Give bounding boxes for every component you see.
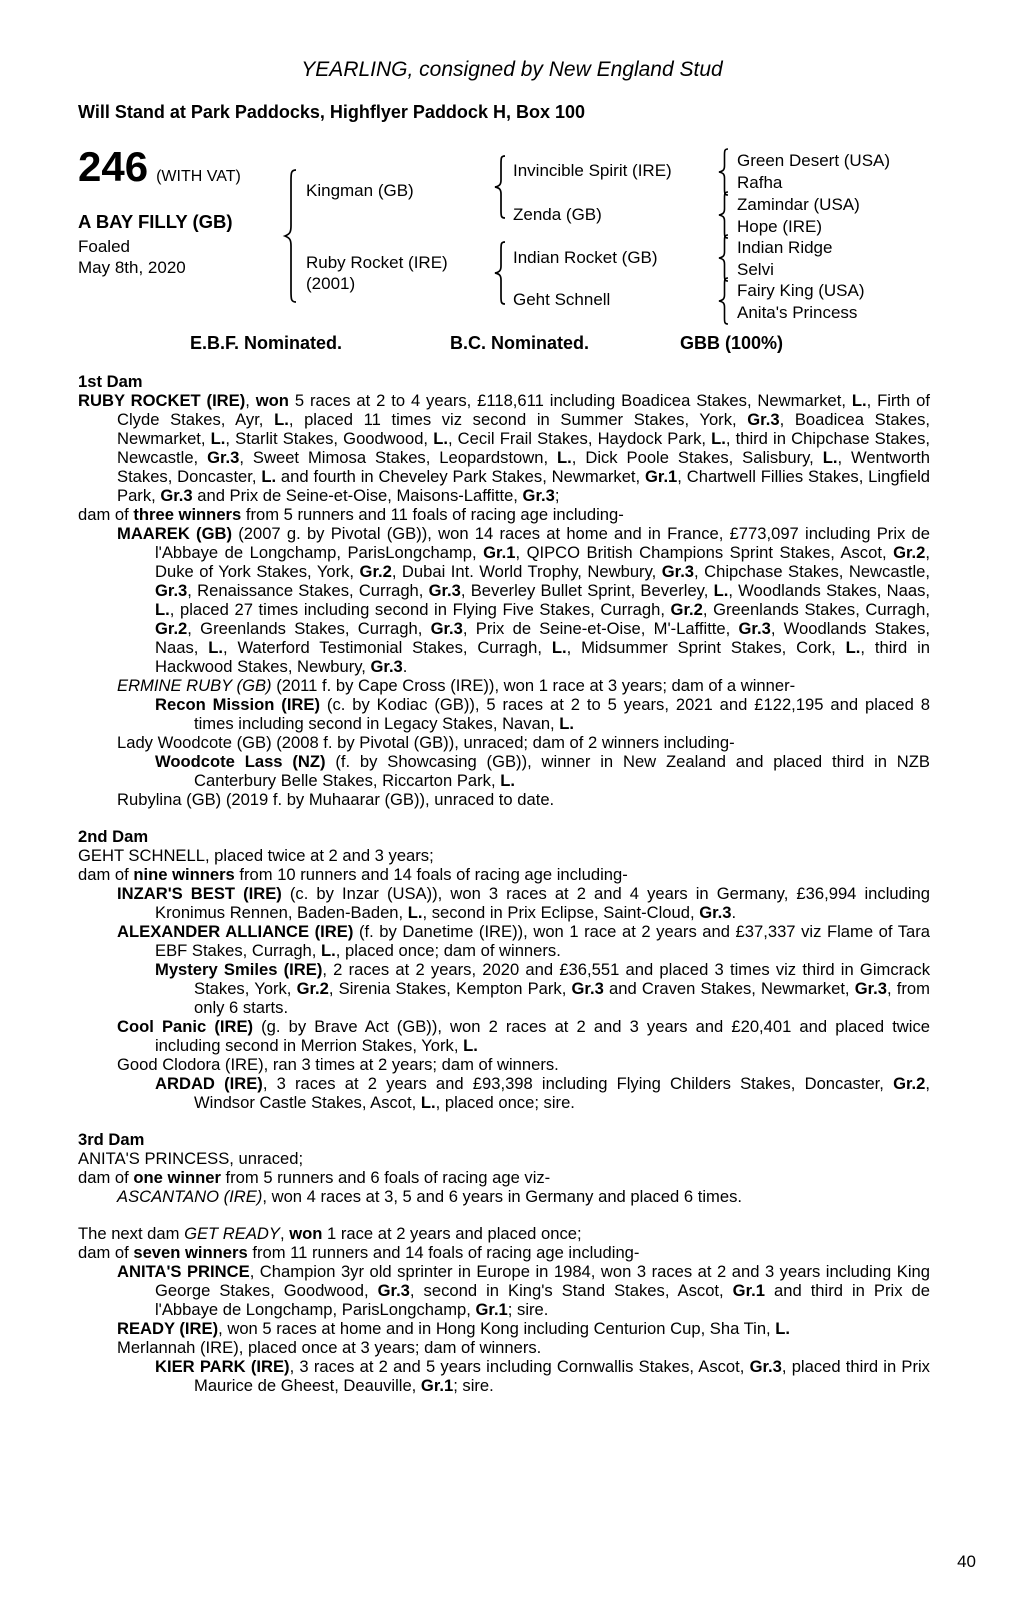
- para-ascantano: ASCANTANO (IRE), won 4 races at 3, 5 and 6 years in Germany and placed 6 times.: [117, 1187, 742, 1206]
- pedigree-brace-gen1: [282, 169, 300, 303]
- pedigree-brace-dam: [492, 241, 508, 305]
- pedigree-gen2-entry: Invincible Spirit (IRE): [513, 161, 672, 180]
- heading-2nd-dam: 2nd Dam: [78, 827, 149, 846]
- foaled-date: May 8th, 2020: [78, 258, 186, 277]
- pedigree-gen3-entry: Fairy King (USA): [737, 281, 865, 300]
- pedigree-gen3-entry: Hope (IRE): [737, 217, 823, 236]
- lot-header: [78, 143, 241, 191]
- nominations-line: [0, 333, 1024, 355]
- para-good-clodora: Good Clodora (IRE), ran 3 times at 2 years; dam of winners.: [117, 1055, 559, 1074]
- lot-number: 246: [78, 143, 149, 190]
- para-cool-panic: Cool Panic (IRE) (g. by Brave Act (GB)), won 2 races at 2 and 3 years and £20,401 and placed twice including second in Merrion Stakes, York, L.: [117, 1017, 931, 1055]
- pedigree-gen3-entry: Selvi: [737, 260, 774, 279]
- para-ruby-rocket-produce: dam of three winners from 5 runners and 11 foals of racing age including-: [78, 505, 624, 524]
- pedigree-gen2-entry: Indian Rocket (GB): [513, 248, 658, 267]
- pedigree-gen3-entry: Rafha: [737, 173, 783, 192]
- para-anitas-princess: ANITA'S PRINCESS, unraced;: [78, 1149, 304, 1168]
- bc-nominated-note: B.C. Nominated.: [450, 333, 590, 353]
- para-anitas-prince: ANITA'S PRINCE, Champion 3yr old sprinter in Europe in 1984, won 3 races at 2 and 3 years including King George Stakes, Goodwood, Gr.3, second in King's Stand Stakes, Ascot, Gr.1 and third in Prix de l'Abbaye de Longchamp, ParisLongchamp, Gr.1; sire.: [117, 1262, 930, 1319]
- pedigree-gen3-entry: Indian Ridge: [737, 238, 833, 257]
- pedigree-brace-gen3: [716, 234, 731, 282]
- para-ruby-rocket: RUBY ROCKET (IRE), won 5 races at 2 to 4 years, £118,611 including Boadicea Stakes, Newmarket, L., Firth of Clyde Stakes, Ayr, L., placed 11 times viz second in Summer Stakes, York, Gr.3, Boadicea Stakes, Newmarket, L., Starlit Stakes, Goodwood, L., Cecil Frail Stakes, Haydock Park, L., third in Chipchase Stakes, Newcastle, Gr.3, Sweet Mimosa Stakes, Leopardstown, L., Dick Poole Stakes, Salisbury, L., Wentworth Stakes, Doncaster, L. and fourth in Cheveley Park Stakes, Newmarket, Gr.1, Chartwell Fillies Stakes, Lingfield Park, Gr.3 and Prix de Seine-et-Oise, Maisons-Laffitte, Gr.3;: [78, 391, 931, 505]
- para-maarek: MAAREK (GB) (2007 g. by Pivotal (GB)), won 14 races at home and in France, £773,097 including Prix de l'Abbaye de Longchamp, ParisLongchamp, Gr.1, QIPCO British Champions Sprint Stakes, Ascot, Gr.2, Duke of York Stakes, York, Gr.2, Dubai Int. World Trophy, Newbury, Gr.3, Chipchase Stakes, Newcastle, Gr.3, Renaissance Stakes, Curragh, Gr.3, Beverley Bullet Sprint, Beverley, L., Woodlands Stakes, Naas, L., placed 27 times including second in Flying Five Stakes, Curragh, Gr.2, Greenlands Stakes, Curragh, Gr.2, Greenlands Stakes, Curragh, Gr.3, Prix de Seine-et-Oise, M'-Laffitte, Gr.3, Woodlands Stakes, Naas, L., Waterford Testimonial Stakes, Curragh, L., Midsummer Sprint Stakes, Cork, L., third in Hackwood Stakes, Newbury, Gr.3.: [117, 524, 931, 676]
- pedigree-gen2-entry: Geht Schnell: [513, 290, 611, 309]
- para-get-ready-produce: dam of seven winners from 11 runners and 14 foals of racing age including-: [78, 1243, 640, 1262]
- pedigree-tree: [78, 143, 1024, 324]
- para-mystery-smiles: Mystery Smiles (IRE), 2 races at 2 years, 2020 and £36,551 and placed 3 times viz third in Gimcrack Stakes, York, Gr.2, Sirenia Stakes, Kempton Park, Gr.3 and Craven Stakes, Newmarket, Gr.3, from only 6 starts.: [155, 960, 930, 1017]
- page-number: 40: [957, 1552, 976, 1571]
- foaled-label: Foaled: [78, 237, 130, 256]
- ebf-nominated-note: E.B.F. Nominated.: [190, 333, 343, 353]
- para-get-ready: The next dam GET READY, won 1 race at 2 years and placed once;: [78, 1224, 582, 1243]
- para-alexander-alliance: ALEXANDER ALLIANCE (IRE) (f. by Danetime (IRE)), won 1 race at 2 years and £37,337 viz Flame of Tara EBF Stakes, Curragh, L., placed once; dam of winners.: [117, 922, 930, 960]
- para-recon-mission: Recon Mission (IRE) (c. by Kodiac (GB)), 5 races at 2 to 5 years, 2021 and £122,195 and placed 8 times including second in Legacy Stakes, Navan, L.: [155, 695, 930, 733]
- pedigree-brace-gen3: [716, 191, 731, 239]
- pedigree-brace-gen3: [716, 277, 731, 325]
- pedigree-gen3-entry: Zamindar (USA): [737, 195, 860, 214]
- para-ready: READY (IRE), won 5 races at home and in Hong Kong including Centurion Cup, Sha Tin, L.: [117, 1319, 791, 1338]
- para-lady-woodcote: Lady Woodcote (GB) (2008 f. by Pivotal (GB)), unraced; dam of 2 winners including-: [117, 733, 735, 752]
- pedigree-gen3-entry: Green Desert (USA): [737, 151, 891, 170]
- para-anitas-princess-produce: dam of one winner from 5 runners and 6 foals of racing age viz-: [78, 1168, 551, 1187]
- pedigree-brace-gen3: [716, 148, 731, 196]
- para-inzars-best: INZAR'S BEST (IRE) (c. by Inzar (USA)), won 3 races at 2 and 4 years in Germany, £36,994 including Kronimus Rennen, Baden-Baden, L., second in Prix Eclipse, Saint-Cloud, Gr.3.: [117, 884, 930, 922]
- pedigree-gen3-entry: Anita's Princess: [737, 303, 858, 322]
- para-geht-schnell: GEHT SCHNELL, placed twice at 2 and 3 years;: [78, 846, 434, 865]
- para-merlannah: Merlannah (IRE), placed once at 3 years; dam of winners.: [117, 1338, 542, 1357]
- pedigree-gen2-entry: Zenda (GB): [513, 205, 602, 224]
- heading-3rd-dam: 3rd Dam: [78, 1130, 145, 1149]
- pedigree-brace-sire: [492, 155, 508, 219]
- page-title: YEARLING, consigned by New England Stud: [301, 58, 723, 81]
- sire-name: Kingman (GB): [306, 181, 414, 200]
- vat-note: (WITH VAT): [156, 168, 241, 185]
- para-ermine-ruby: ERMINE RUBY (GB) (2011 f. by Cape Cross (IRE)), won 1 race at 3 years; dam of a winner-: [117, 676, 796, 695]
- para-geht-schnell-produce: dam of nine winners from 10 runners and 14 foals of racing age including-: [78, 865, 628, 884]
- gbb-note: GBB (100%): [680, 333, 784, 353]
- dam-year: (2001): [306, 274, 356, 293]
- stand-location-line: Will Stand at Park Paddocks, Highflyer Paddock H, Box 100: [78, 102, 585, 122]
- para-ardad: ARDAD (IRE), 3 races at 2 years and £93,398 including Flying Childers Stakes, Doncaster, Gr.2, Windsor Castle Stakes, Ascot, L., placed once; sire.: [155, 1074, 930, 1112]
- catalogue-body: [78, 372, 930, 1395]
- para-woodcote-lass: Woodcote Lass (NZ) (f. by Showcasing (GB)), winner in New Zealand and placed third in NZB Canterbury Belle Stakes, Riccarton Park, L.: [155, 752, 930, 790]
- para-kier-park: KIER PARK (IRE), 3 races at 2 and 5 years including Cornwallis Stakes, Ascot, Gr.3, placed third in Prix Maurice de Gheest, Deauville, Gr.1; sire.: [155, 1357, 930, 1395]
- dam-name: Ruby Rocket (IRE): [306, 253, 448, 272]
- heading-1st-dam: 1st Dam: [78, 372, 143, 391]
- para-rubylina: Rubylina (GB) (2019 f. by Muhaarar (GB)), unraced to date.: [117, 790, 555, 809]
- horse-description: A BAY FILLY (GB): [78, 211, 233, 232]
